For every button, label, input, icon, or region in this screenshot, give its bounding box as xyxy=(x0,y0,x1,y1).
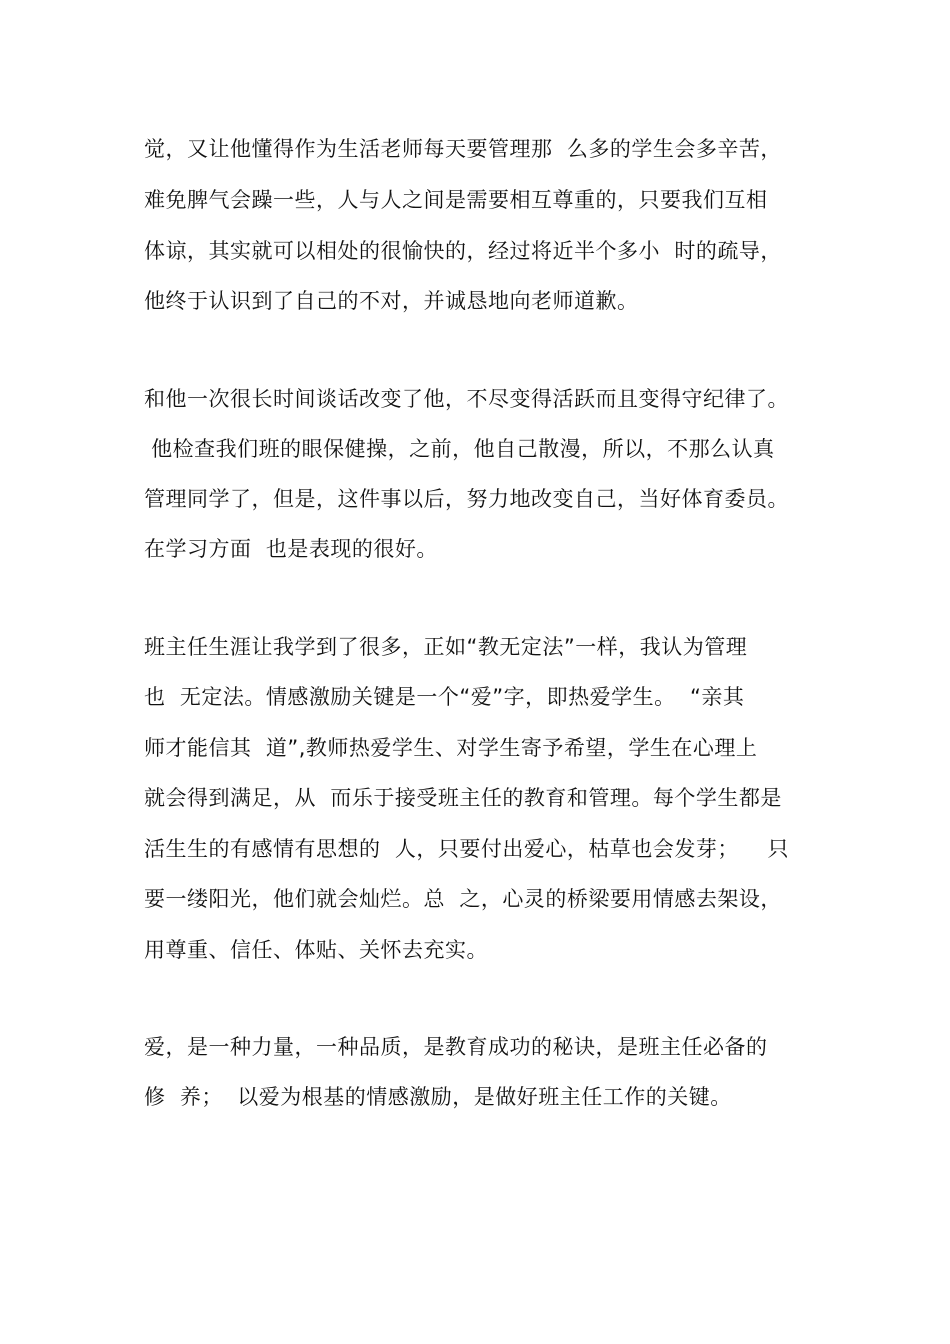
paragraph-2-line-2: 他检查我们班的眼保健操，之前，他自己散漫，所以，不那么认真 xyxy=(144,437,775,461)
paragraph-1-line-1: 觉，又让他懂得作为生活老师每天要管理那 么多的学生会多辛苦， xyxy=(144,137,782,161)
paragraph-3-line-6: 要一缕阳光，他们就会灿烂。总 之，心灵的桥梁要用情感去架设， xyxy=(144,887,782,911)
paragraph-2-line-3: 管理同学了，但是，这件事以后，努力地改变自己，当好体育委员。 xyxy=(144,487,789,511)
paragraph-3-line-3: 师才能信其 道”,教师热爱学生、对学生寄予希望，学生在心理上 xyxy=(144,736,758,760)
paragraph-3-line-4: 就会得到满足，从 而乐于接受班主任的教育和管理。每个学生都是 xyxy=(144,786,782,810)
paragraph-3-line-1: 班主任生涯让我学到了很多，正如“教无定法”一样，我认为管理 xyxy=(144,635,748,659)
paragraph-3-line-7: 用尊重、信任、体贴、关怀去充实。 xyxy=(144,938,488,962)
paragraph-4-line-1: 爱，是一种力量，一种品质，是教育成功的秘诀，是班主任必备的 xyxy=(144,1035,768,1059)
paragraph-4-line-2: 修 养； 以爱为根基的情感激励，是做好班主任工作的关键。 xyxy=(144,1085,732,1109)
paragraph-1-line-4: 他终于认识到了自己的不对，并诚恳地向老师道歉。 xyxy=(144,289,639,313)
paragraph-2-line-4: 在学习方面 也是表现的很好。 xyxy=(144,537,438,561)
paragraph-2-line-1: 和他一次很长时间谈话改变了他，不尽变得活跃而且变得守纪律了。 xyxy=(144,387,789,411)
paragraph-1-line-3: 体谅，其实就可以相处的很愉快的，经过将近半个多小 时的疏导， xyxy=(144,239,782,263)
paragraph-1-line-2: 难免脾气会躁一些，人与人之间是需要相互尊重的，只要我们互相 xyxy=(144,188,768,212)
paragraph-3-line-5: 活生生的有感情有思想的 人，只要付出爱心，枯草也会发芽； 只 xyxy=(144,837,790,861)
paragraph-3-line-2: 也 无定法。情感激励关键是一个“爱”字，即热爱学生。 “亲其 xyxy=(144,685,745,709)
